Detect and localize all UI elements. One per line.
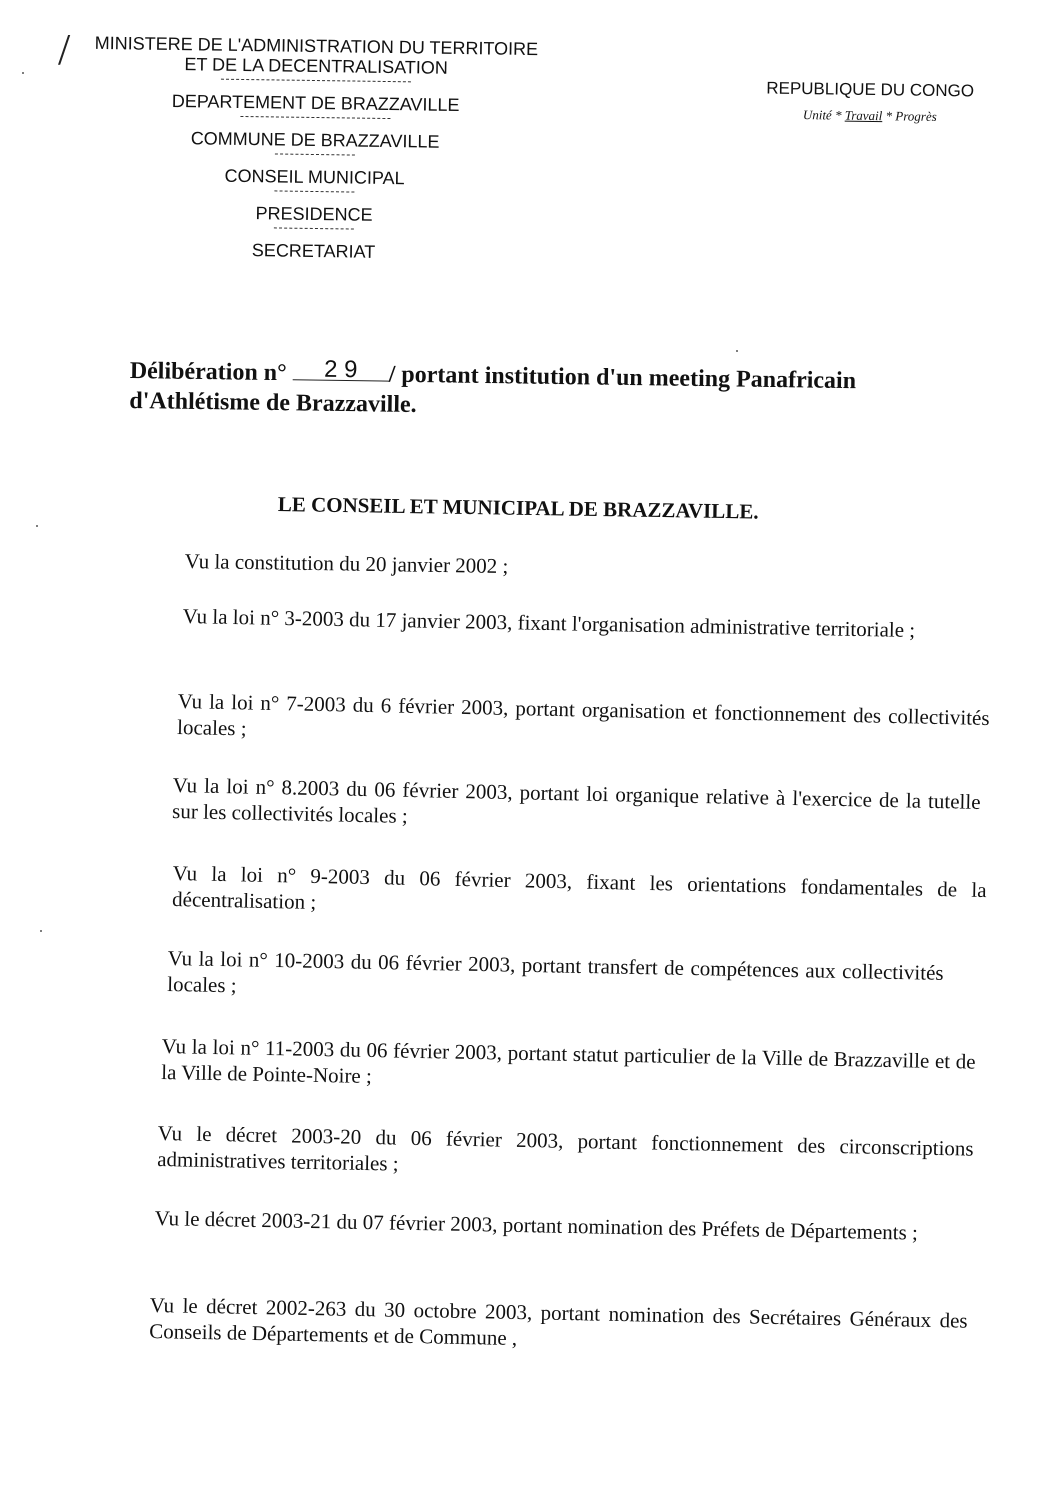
department-name: DEPARTEMENT DE BRAZZAVILLE <box>171 90 460 116</box>
secretariat-label: SECRETARIAT <box>251 240 376 262</box>
consideration-item: Vu la loi n° 11-2003 du 06 février 2003, portant statut particulier de la Ville de Brazzaville et de la Ville de Pointe-Noire ; <box>161 1033 976 1089</box>
republic-name: REPUBLIQUE DU CONGO <box>766 78 975 101</box>
ministry-header <box>68 33 561 265</box>
deliberation-subject-line2: d'Athlétisme de Brazzaville. <box>129 387 417 419</box>
commune-name: COMMUNE DE BRAZZAVILLE <box>190 128 440 152</box>
ministry-name-line1: MINISTERE DE L'ADMINISTRATION DU TERRITOIRE <box>94 32 539 60</box>
presidency-label: PRESIDENCE <box>255 203 373 225</box>
deliberation-title <box>129 356 1020 428</box>
national-motto <box>740 106 1000 126</box>
motto-part-travail: Travail <box>844 107 883 124</box>
separator-dashes <box>275 153 355 155</box>
consideration-item: Vu la loi n° 3-2003 du 17 janvier 2003, fixant l'organisation administrative territoriale ; <box>182 603 916 643</box>
motto-part-unite: Unité * <box>802 107 845 123</box>
consideration-item: Vu la constitution du 20 janvier 2002 ; <box>184 548 509 579</box>
consideration-item: Vu le décret 2002-263 du 30 octobre 2003, portant nomination des Secrétaires Généraux des Conseils de Départements et de Commune , <box>149 1292 968 1351</box>
deliberation-subject: / portant institution d'un meeting Panafricain <box>388 361 857 395</box>
consideration-item: Vu la loi n° 9-2003 du 06 février 2003, fixant les orientations fondamentales de la décentralisation ; <box>171 860 987 915</box>
separator-dashes <box>221 79 411 83</box>
consideration-item: Vu le décret 2003-21 du 07 février 2003, portant nomination des Préfets de Départements ; <box>154 1205 919 1245</box>
scan-speck <box>40 930 42 932</box>
council-name: CONSEIL MUNICIPAL <box>224 165 405 189</box>
separator-dashes <box>274 227 354 229</box>
scan-speck <box>736 350 738 352</box>
scan-speck <box>22 72 24 74</box>
consideration-item: Vu la loi n° 10-2003 du 06 février 2003, portant transfert de compétences aux collectivités locales ; <box>167 945 944 998</box>
republic-header <box>740 78 1001 126</box>
consideration-item: Vu la loi n° 8.2003 du 06 février 2003, portant loi organique relative à l'exercice de la tutelle sur les collectivités locales ; <box>171 772 981 828</box>
consideration-item: Vu le décret 2003-20 du 06 février 2003, portant fonctionnement des circonscriptions administratives territoriales ; <box>157 1120 974 1176</box>
deliberation-prefix: Délibération n° <box>129 357 287 387</box>
separator-dashes <box>274 190 354 192</box>
handwritten-slash-mark: / <box>58 25 71 74</box>
ministry-name-line2: ET DE LA DECENTRALISATION <box>184 54 448 78</box>
scan-speck <box>36 525 38 527</box>
separator-dashes <box>240 116 390 119</box>
council-heading: LE CONSEIL ET MUNICIPAL DE BRAZZAVILLE. <box>277 492 759 524</box>
motto-part-progres: * Progrès <box>882 108 937 124</box>
consideration-item: Vu la loi n° 7-2003 du 6 février 2003, portant organisation et fonctionnement des collectivités locales ; <box>176 688 990 741</box>
deliberation-number: 2 9 <box>293 359 389 381</box>
